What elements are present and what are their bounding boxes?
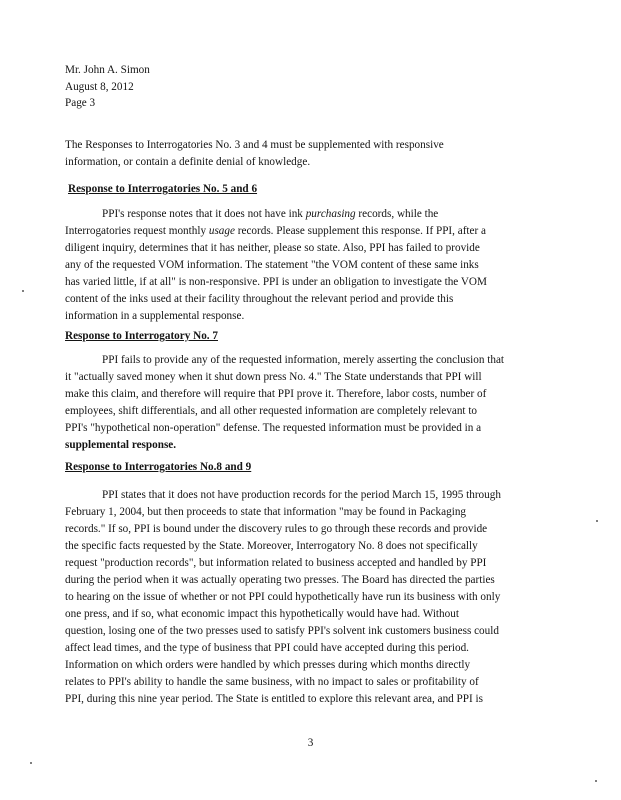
section-paragraph-5-6 xyxy=(65,206,577,325)
page-number: 3 xyxy=(307,737,314,749)
paragraph-line: records." If so, PPI is bound under the discovery rules to go through these records and provide xyxy=(65,523,488,535)
letter-header xyxy=(65,62,150,112)
paragraph-line: any of the requested VOM information. The statement "the VOM content of these same inks xyxy=(65,259,479,271)
section-heading-interrogatories-8-9: Response to Interrogatories No.8 and 9 xyxy=(65,461,252,473)
paragraph-line: content of the inks used at their facility throughout the relevant period and provide this xyxy=(65,293,454,305)
intro-line: The Responses to Interrogatories No. 3 and 4 must be supplemented with responsive xyxy=(65,139,444,151)
page-label: Page 3 xyxy=(65,97,96,109)
paragraph-line: PPI, during this nine year period. The State is entitled to explore this relevant area, and PPI is xyxy=(65,693,483,705)
paragraph-line: affect lead times, and the type of business that PPI could have accepted during this period. xyxy=(65,642,469,654)
paragraph-line: PPI's response notes that it does not have ink purchasing records, while the xyxy=(102,208,439,220)
paragraph-line: make this claim, and therefore will require that PPI prove it. Therefore, labor costs, number of xyxy=(65,388,487,400)
paragraph-line: question, losing one of the two presses used to satisfy PPI's solvent ink customers business could xyxy=(65,625,499,637)
section-heading-interrogatories-5-6: Response to Interrogatories No. 5 and 6 xyxy=(68,183,258,195)
paragraph-line: February 1, 2004, but then proceeds to state that information "may be found in Packaging xyxy=(65,506,467,518)
intro-paragraph xyxy=(65,137,577,171)
paragraph-line: one press, and if so, what economic impact this hypothetically would have had. Without xyxy=(65,608,459,620)
section-paragraph-8-9 xyxy=(65,487,577,708)
paragraph-line: relates to PPI's ability to handle the same business, with no impact to sales or profitability of xyxy=(65,676,479,688)
paragraph-line: has varied little, if at all" is non-responsive. PPI is under an obligation to investigate the VOM xyxy=(65,276,487,288)
paragraph-line: PPI fails to provide any of the requested information, merely asserting the conclusion that xyxy=(102,354,505,366)
intro-line: information, or contain a definite denial of knowledge. xyxy=(65,156,311,168)
paragraph-line: information in a supplemental response. xyxy=(65,310,245,322)
scan-speck xyxy=(30,762,32,764)
scan-speck xyxy=(595,780,597,782)
paragraph-line: during the period when it was actually operating two presses. The Board has directed the parties xyxy=(65,574,495,586)
section-heading-interrogatory-7: Response to Interrogatory No. 7 xyxy=(65,330,218,342)
paragraph-line: PPI states that it does not have production records for the period March 15, 1995 through xyxy=(102,489,501,501)
paragraph-line: employees, shift differentials, and all other requested information are completely relevant to xyxy=(65,405,478,417)
paragraph-line: it "actually saved money when it shut down press No. 4." The State understands that PPI will xyxy=(65,371,482,383)
paragraph-line: Information on which orders were handled by which presses during which months directly xyxy=(65,659,471,671)
scan-speck xyxy=(596,520,598,522)
emphasis-usage: usage xyxy=(208,225,235,237)
section-paragraph-7 xyxy=(65,352,577,454)
paragraph-line: PPI's "hypothetical non-operation" defense. The requested information must be provided in a xyxy=(65,422,482,434)
paragraph-line: the specific facts requested by the State. Moreover, Interrogatory No. 8 does not specifically xyxy=(65,540,478,552)
paragraph-line: request "production records", but information related to business accepted and handled by PPI xyxy=(65,557,487,569)
paragraph-line: to hearing on the issue of whether or not PPI could hypothetically have run its business with only xyxy=(65,591,501,603)
letter-date: August 8, 2012 xyxy=(65,80,134,93)
recipient-name: Mr. John A. Simon xyxy=(65,64,150,76)
paragraph-line: diligent inquiry, determines that it has neither, please so state. Also, PPI has failed to provide xyxy=(65,242,480,254)
paragraph-line: Interrogatories request monthly usage records. Please supplement this response. If PPI, after a xyxy=(65,225,486,237)
scan-speck xyxy=(22,290,24,292)
emphasis-purchasing: purchasing xyxy=(305,208,356,220)
paragraph-line: supplemental response. xyxy=(65,439,177,451)
